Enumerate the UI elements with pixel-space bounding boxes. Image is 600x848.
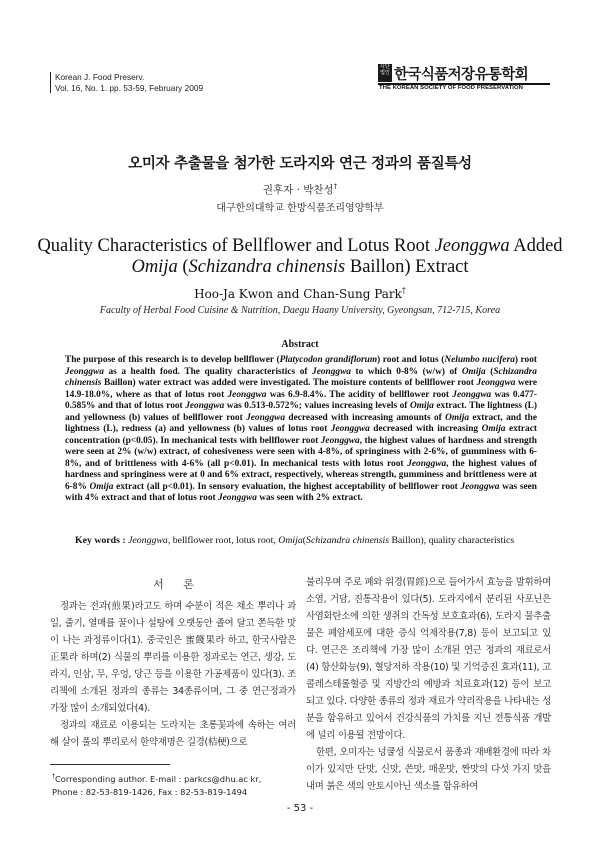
- title-en-part: Added: [509, 236, 563, 256]
- journal-name: Korean J. Food Preserv.: [55, 72, 145, 82]
- text-run: was seen with 4% extract and that of lotus root: [65, 481, 538, 503]
- authors-en: [0, 286, 600, 301]
- section-heading-introduction: 서 론: [153, 578, 202, 591]
- italic-term: Jeonggwa: [227, 389, 267, 400]
- italic-term: Jeonggwa: [452, 389, 492, 400]
- italic-term: Jeonggwa: [476, 378, 516, 388]
- text-run: to which 0-8% (w/w) of: [350, 366, 462, 377]
- society-logo: [378, 64, 550, 94]
- keywords-line: [75, 535, 545, 546]
- italic-term: Jeonggwa: [128, 535, 168, 546]
- italic-term: Omija: [409, 401, 434, 411]
- text-run: The purpose of this research is to develop bellflower (: [65, 355, 280, 365]
- journal-citation: [50, 72, 310, 93]
- italic-term: Omija: [89, 481, 114, 492]
- text-run: extract, and the lightness (L), redness (a) and yellowness (b) values of lotus root: [65, 412, 538, 434]
- italic-term: Omija: [461, 366, 486, 377]
- paper-title-ko: 오미자 추출물을 첨가한 도라지와 연근 정과의 품질특성: [128, 156, 472, 172]
- title-en-italic: Jeonggwa: [434, 236, 510, 256]
- body-paragraph: 정과의 재료로 이용되는 도라지는 초롱꽃과에 속하는 여러 해 살이 풀의 뿌리로서 한약재명은 길경(桔梗)으로: [50, 720, 296, 748]
- text-run: ) root and lotus (: [377, 355, 445, 365]
- title-en-italic: Schizandra chinensis: [188, 257, 346, 277]
- text-run: Baillon), quality characteristics: [389, 535, 515, 546]
- text-run: (: [485, 366, 494, 377]
- title-en-italic: Omija: [131, 257, 178, 277]
- corresponding-mark: †: [333, 182, 338, 191]
- text-run: was seen with 2% extract.: [256, 493, 363, 503]
- affiliation-en: Faculty of Herbal Food Cuisine & Nutrition, Daegu Haany University, Gyeongsan, 712-715, Korea: [99, 305, 501, 316]
- italic-term: Omija: [481, 424, 506, 434]
- paper-title-en: [0, 236, 600, 278]
- text-run: extract. The lightness (L) and yellowness (b) values of bellflower root: [65, 401, 538, 423]
- italic-term: Jeonggwa: [185, 401, 225, 411]
- society-name-ko: 한국식품저장유통학회: [394, 67, 529, 83]
- body-paragraph: 불리우며 주로 폐와 위경(胃經)으로 들어가서 효능을 발휘하며 소염, 거담, 진통작용이 있다(5). 도라지에서 분리된 사포닌은 사염화탄소에 의한 생쥐의 간독성 보호효과(6), 도라지 물추출물은 폐암세포에 대한 증식 억제작용(7,8) 등이 보고되고 있다. 연근은 조리책에 가장 많이 소개된 연근 정과의 재료로서(4) 항산화능(9), 혈당저하 작용(10) 및 기억증진 효과(11), 고콜레스테롤혈증 및 지방간의 예방과 치료효과(12) 등이 보고되고 있다. 다양한 종류의 정과 재료가 약리작용을 나타내는 성분을 함유하고 있어서 건강식품의 가치를 지닌 전통식품 개발에 널리 이용될 전망이다.: [306, 577, 551, 741]
- text-run: , bellflower root, lotus root,: [167, 535, 279, 546]
- text-run: as a health food. The quality characteristics of: [103, 366, 313, 377]
- footnote-divider: [50, 764, 170, 765]
- text-run: Baillon) water extract was added were investigated. The moisture contents of bellflower root: [101, 378, 477, 388]
- text-run: , the highest values of hardness and strength were seen at 2% (w/w) extract, of cohesiveness were seen with 4-8%, of springiness with 2-6%, of gumminess with 6-8%, and of brittleness with 4-6% (all p<0.01). In mechanical tests with lotus root: [65, 435, 537, 469]
- text-run: (: [302, 535, 307, 546]
- italic-term: Omija: [445, 412, 470, 423]
- text-run: were 14.9-18.0%, where as that of lotus root: [65, 378, 537, 400]
- affiliation-ko: 대구한의대학교 한방식품조리영양학부: [216, 203, 384, 214]
- text-run: extract concentration (p<0.05). In mechanical tests with bellflower root: [65, 424, 537, 446]
- corresponding-mark: †: [401, 286, 406, 295]
- text-run: was 6.9-8.4%. The acidity of bellflower root: [266, 389, 453, 400]
- authors-ko-names: 권후자 · 박찬성: [262, 184, 334, 196]
- text-run: was 0.513-0.572%; values increasing levels of: [224, 401, 410, 411]
- text-run: decreased with increasing: [369, 424, 482, 434]
- abstract-body: [65, 355, 537, 505]
- italic-term: Jeonggwa: [330, 424, 370, 434]
- text-run: ) root: [514, 355, 537, 365]
- italic-term: Platycodon grandiflorum: [279, 355, 378, 365]
- footnote-email: Corresponding author. E-mail : parkcs@dhu.ac kr,: [55, 773, 262, 784]
- italic-term: Jeonggwa: [320, 435, 360, 446]
- italic-term: Jeonggwa: [460, 481, 500, 492]
- text-run: was 0.477-0.585% and that of lotus root: [65, 389, 537, 411]
- page-number: - 53 -: [286, 803, 314, 814]
- body-column-left: [50, 598, 296, 751]
- authors-ko: [0, 182, 600, 197]
- title-en-part: (: [177, 257, 189, 277]
- body-column-right: [306, 574, 551, 795]
- body-paragraph: 정과는 전과(煎果)라고도 하며 수분이 적은 채소 뿌리나 과일, 줄기, 열매를 꿀이나 설탕에 오랫동안 졸여 달고 쫀득한 맛이 나는 과정류이다(1). 중국인은 蜜餞果라 하고, 한국사람은 正果라 하며(2) 식물의 뿌리를 이용한 정과로는 연근, 생강, 도라지, 인삼, 무, 우엉, 당근 등을 이용한 가공제품이 있다(3). 조리책에 소개된 정과의 종류는 34종류이며, 그 중 연근정과가 가장 많이 소개되었다(4).: [50, 601, 296, 714]
- journal-volume: Vol. 16, No. 1. pp. 53-59, February 2009: [55, 82, 204, 93]
- title-en-part: Quality Characteristics of Bellflower and Lotus Root: [37, 236, 435, 256]
- footnote-phone: Phone : 82-53-819-1426, Fax : 82-53-819-1494: [52, 786, 248, 797]
- body-paragraph: 한편, 오미자는 넝쿨성 식물로서 품종과 재배환경에 따라 차이가 있지만 단맛, 신맛, 쓴맛, 매운맛, 짠맛의 다섯 가지 맛을 내며 붉은 색의 안토시아닌 색소를 함유하여: [306, 747, 551, 792]
- italic-term: Schizandra chinensis: [65, 366, 537, 388]
- abstract-heading: Abstract: [281, 339, 319, 350]
- italic-term: Schizandra chinensis: [306, 535, 390, 546]
- text-run: extract (all p<0.01). In sensory evaluation, the highest acceptability of bellflower root: [113, 481, 461, 492]
- emblem-text: 사단법인: [380, 64, 390, 76]
- italic-term: Nelumbo nucifera: [444, 355, 515, 365]
- italic-term: Jeonggwa: [65, 366, 104, 377]
- text-run: decreased with increasing amounts of: [285, 412, 446, 423]
- keywords-label: Key words :: [75, 535, 126, 546]
- keywords-list: [126, 535, 515, 546]
- italic-term: Jeonggwa: [312, 366, 351, 377]
- title-en-part: Baillon) Extract: [345, 257, 469, 277]
- italic-term: Jeonggwa: [407, 458, 447, 469]
- society-name-en: THE KOREAN SOCIETY OF FOOD PRESERVATION: [379, 85, 523, 91]
- text-run: , the highest values of hardness and springiness were at 0 and 6% extract, respectively, whereas strength, gumminess and brittleness were at 6-8%: [65, 458, 537, 492]
- italic-term: Jeonggwa: [217, 493, 257, 503]
- footnote-mark: †: [52, 773, 55, 780]
- society-emblem-icon: [378, 64, 392, 82]
- authors-en-names: Hoo-Ja Kwon and Chan-Sung Park: [194, 287, 402, 301]
- italic-term: Omija: [278, 535, 303, 546]
- corresponding-author-footnote: [52, 770, 302, 799]
- italic-term: Jeonggwa: [246, 412, 286, 423]
